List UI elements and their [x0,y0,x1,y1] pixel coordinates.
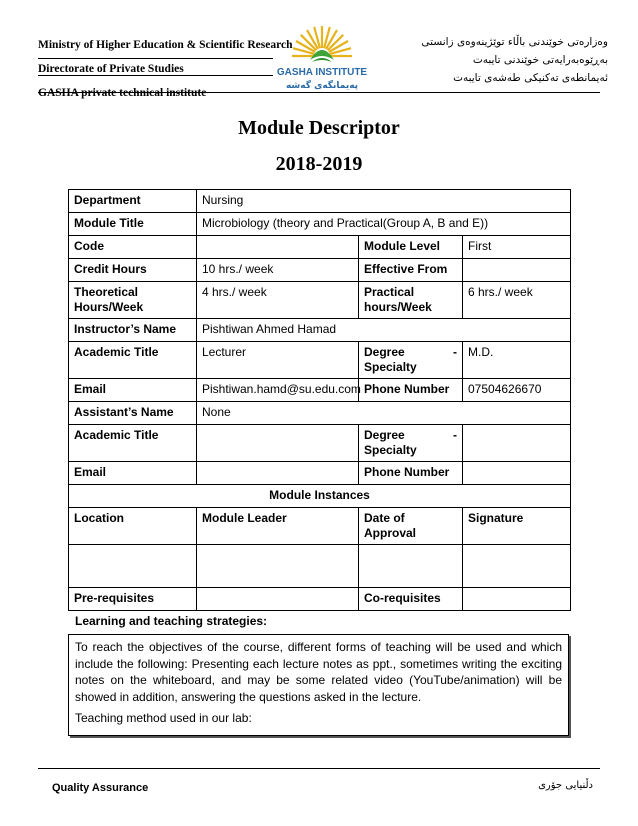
header-left-block [38,38,298,110]
instructor-label: Instructor’s Name [69,319,197,342]
theoretical-label-line-1: Theoretical [74,285,139,299]
effective-from-value [463,259,571,282]
logo-subtitle: پەیمانگەی گەشە [285,81,359,91]
strategies-box [68,634,569,736]
strategies-paragraph: To reach the objectives of the course, different forms of teaching will be used and which include the following: Presenting each lecture notes as ppt., sometimes writing the exciting notes on the whiteboard, and may be some related video (YouTube/animation) will be showed in addition, answering the questions asked in the lecture. [75,640,562,704]
credit-hours-value: 10 hrs./ week [197,259,359,282]
module-instances-header: Module Instances [69,485,571,508]
table-row [69,545,571,588]
header-right-block [421,34,608,88]
ministry-name-kurdish: وەزارەتی خوێندنی باڵاء توێژینەوەی زانستی [421,36,608,48]
module-descriptor-table [68,189,571,611]
theoretical-label-line-2: Hours/Week [74,300,144,314]
corequisites-label: Co-requisites [359,588,463,611]
phone-label: Phone Number [359,379,463,402]
module-leader-label: Module Leader [197,508,359,545]
strategies-heading: Learning and teaching strategies: [75,614,268,628]
table-row [69,508,571,545]
module-level-label: Module Level [359,236,463,259]
code-value [197,236,359,259]
instructor-value: Pishtiwan Ahmed Hamad [197,319,571,342]
corequisites-value [463,588,571,611]
page-title: Module Descriptor [238,117,400,139]
table-row [69,190,571,213]
degree-label-line-1 [364,345,457,360]
module-level-value: First [463,236,571,259]
table-row [69,588,571,611]
location-cell [69,545,197,588]
ministry-name: Ministry of Higher Education & Scientific Research [38,39,293,51]
footer-rule [38,768,600,769]
degree-specialty-value: M.D. [463,342,571,379]
footer-quality-assurance: Quality Assurance [52,782,149,794]
signature-label: Signature [463,508,571,545]
prerequisites-label: Pre-requisites [69,588,197,611]
signature-cell [463,545,571,588]
date-of-approval-cell [359,545,463,588]
module-leader-cell [197,545,359,588]
date-of-approval-label: Date of Approval [359,508,463,545]
email-label: Email [69,379,197,402]
practical-hours-label [359,282,463,319]
assistant-academic-title-value [197,425,359,462]
assistant-degree-label-line-2: Specialty [364,443,417,457]
table-row [69,462,571,485]
academic-title-label: Academic Title [69,342,197,379]
institute-name-kurdish: ئەیمانطەی تەکنیکی طەشەی تایبەت [453,72,608,84]
degree-label-word: Degree [364,345,405,359]
directorate-name-kurdish: بەڕێوەبەرایەتی خوێندنی تایبەت [472,54,608,66]
table-row [69,213,571,236]
academic-title-value: Lecturer [197,342,359,379]
header-rule-3 [38,92,600,93]
practical-label-line-2: hours/Week [364,300,432,314]
assistant-phone-label: Phone Number [359,462,463,485]
prerequisites-value [197,588,359,611]
academic-year: 2018-2019 [275,153,363,175]
practical-label-line-1: Practical [364,285,415,299]
assistant-academic-title-label: Academic Title [69,425,197,462]
table-row [69,259,571,282]
assistant-degree-label-word: Degree [364,428,405,442]
phone-value: 07504626670 [463,379,571,402]
theoretical-hours-value: 4 hrs./ week [197,282,359,319]
degree-label-dash: - [453,345,457,359]
table-row [69,236,571,259]
institute-name: GASHA private technical institute [38,87,207,99]
department-value: Nursing [197,190,571,213]
gasha-logo [272,22,372,92]
theoretical-hours-label [69,282,197,319]
location-label: Location [69,508,197,545]
department-label: Department [69,190,197,213]
assistant-degree-specialty-label [359,425,463,462]
gasha-logo-icon [272,22,372,92]
assistant-email-label: Email [69,462,197,485]
directorate-name: Directorate of Private Studies [38,63,184,75]
assistant-degree-specialty-value [463,425,571,462]
credit-hours-label: Credit Hours [69,259,197,282]
table-row [69,342,571,379]
module-title-value: Microbiology (theory and Practical(Group A, B and E)) [197,213,571,236]
email-value: Pishtiwan.hamd@su.edu.com [197,379,359,402]
degree-label-line-2: Specialty [364,360,417,374]
assistant-email-value [197,462,359,485]
table-row [69,402,571,425]
header-rule-1 [38,58,273,59]
footer-quality-assurance-kurdish: دڵنیایی جۆری [538,780,593,791]
header-rule-2 [38,75,273,76]
assistant-degree-label-dash: - [453,428,457,442]
table-row [69,425,571,462]
logo-name: GASHA INSTITUTE [276,67,368,78]
degree-specialty-label [359,342,463,379]
assistant-degree-label-line-1 [364,428,457,443]
table-row [69,379,571,402]
code-label: Code [69,236,197,259]
table-row [69,282,571,319]
table-row [69,319,571,342]
table-row [69,485,571,508]
effective-from-label: Effective From [359,259,463,282]
teaching-method-line: Teaching method used in our lab: [75,711,252,725]
module-title-label: Module Title [69,213,197,236]
assistant-label: Assistant’s Name [69,402,197,425]
assistant-value: None [197,402,571,425]
assistant-phone-value [463,462,571,485]
practical-hours-value: 6 hrs./ week [463,282,571,319]
